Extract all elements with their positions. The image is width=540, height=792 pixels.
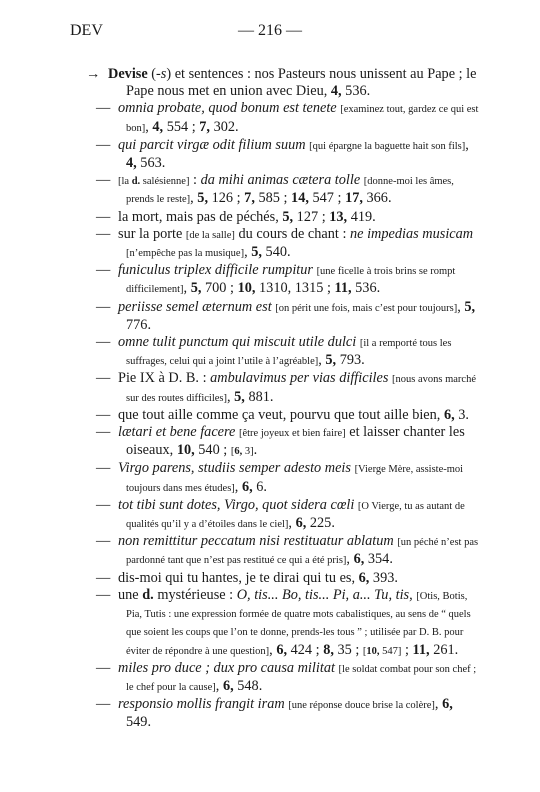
dictionary-entry [72,370,480,406]
entry-text: 6, [358,569,370,586]
entry-text: ) et sentences : nos Pasteurs nous unissent au Pape ; le Pape nous met en union avec Dieu, [126,66,477,100]
entry-text: d. [131,176,141,188]
entry-text: [la [118,176,132,188]
entry-dash: — [96,136,111,153]
entry-dash: — [96,334,111,351]
entry-text: 17, [345,190,363,207]
entry-text: [O Vierge, tu as autant de qualités qu’il y a d’étoiles dans le ciel] [126,500,465,531]
entry-text: 393. [369,569,398,586]
entry-dash: — [96,225,111,242]
entry-text: 6, [241,478,253,495]
entry-text: [Otis, Botis, Pia, Tutis : une expression formée de quatre mots cabalistiques, au sens de “ quels que soient les coups que l’on te donne, prends-les tous ” ; utilisée par D. B. pour éviter de répondre à une question] [126,590,471,657]
entry-text: miles pro duce ; dux pro causa militat [118,659,335,676]
entry-text: 127 ; [293,208,330,225]
entry-text: [Vierge Mère, assiste-moi toujours dans mes études] [126,464,464,494]
dictionary-entry [72,226,480,262]
entry-text: [on périt une fois, mais c’est pour toujours] [275,302,458,314]
entry-text: responsio mollis frangit iram [118,696,285,713]
entry-dash: — [96,262,111,279]
entry-text: la mort, mais pas de péchés, [118,208,283,225]
entry-text: 1310, 1315 ; [255,280,335,297]
entry-text: tot tibi sunt dotes, Virgo, quot sidera cœli [118,496,355,513]
entry-text: 354. [364,551,393,568]
entry-text: 419. [347,208,376,225]
dictionary-entries [72,66,480,732]
dictionary-entry [72,334,480,370]
entry-text: , [244,244,252,261]
entry-text: O, tis... Bo, tis... Pi, a... Tu, tis, [236,586,413,603]
dictionary-entry [72,209,480,226]
entry-dash: — [96,208,111,225]
entry-text: 8, [323,641,334,658]
entry-text: 547 ; [308,190,346,207]
arrow-icon: → [86,66,101,82]
entry-text: 548. [233,677,263,694]
entry-text: 5, [251,244,262,261]
entry-text: 35 ; [333,641,363,658]
dictionary-entry [72,570,480,587]
entry-text: [examinez tout, gardez ce qui est bon] [126,104,479,134]
entry-text: 10, [176,442,195,459]
entry-text: [le soldat combat pour son chef ; le chef pour la cause] [126,663,477,693]
entry-text: , [269,641,277,658]
dictionary-entry [72,424,480,460]
entry-text: 540 ; [194,442,231,459]
entry-text: 126 ; [208,190,245,207]
dictionary-entry [72,696,480,731]
entry-text: du cours de chant : [234,225,351,242]
entry-text: omne tulit punctum qui miscuit utile dulci [118,334,357,351]
entry-text: 547] [379,645,402,657]
entry-headword: Devise [108,66,148,82]
entry-text: sur la porte [118,225,186,242]
entry-text: -s [156,66,167,82]
page-header [0,22,540,46]
entry-text: salésienne] [140,176,190,188]
entry-text: 11, [334,280,352,297]
entry-text: 536. [341,83,371,100]
entry-text: 6, [276,641,288,658]
entry-text: 5, [197,190,209,207]
entry-text: 6. [252,478,267,495]
entry-dash: — [96,586,111,603]
entry-text: 4, [126,155,137,172]
entry-text: non remittitur peccatum nisi restituatur ablatum [118,533,394,550]
entry-text: omnia probate, quod bonum est tenete [118,100,337,117]
entry-dash: — [96,424,111,441]
entry-dash: — [96,100,111,117]
entry-text: 7, [199,118,211,135]
entry-text: [une ficelle à trois brins se rompt difficilement] [126,266,456,296]
entry-text: mystérieuse : [153,586,237,603]
entry-text: 3] [242,446,254,458]
entry-text: 881. [244,388,274,405]
entry-text: , [434,696,443,713]
entry-text: , [318,352,326,369]
entry-dash: — [96,496,111,513]
entry-text: . [253,442,258,459]
entry-text: Pie IX à D. B. : [118,370,211,387]
entry-text: 554 ; [163,118,200,135]
entry-text: 540. [261,244,291,261]
entry-text: 6, [442,696,453,713]
dictionary-entry [72,299,480,334]
dictionary-entry [72,587,480,660]
dictionary-entry [72,100,480,136]
page-number: — 216 — [238,22,302,39]
entry-text: 5, [282,208,294,225]
entry-text: [de la salle] [185,229,235,241]
entry-text: 5, [190,280,202,297]
entry-dash: — [96,370,111,387]
entry-text: dis-moi qui tu hantes, je te dirai qui tu es, [118,569,359,586]
entry-text: 6, [234,446,243,458]
entry-text: 366. [362,190,392,207]
entry-text: 5, [464,298,476,315]
entry-text: qui parcit virgæ odit filium suum [118,136,306,153]
entry-text: periisse semel æternum est [118,298,272,315]
entry-text: lætari et bene facere [118,424,236,441]
dictionary-entry [72,407,480,424]
entry-text: 4, [330,83,342,100]
dictionary-entry [72,460,480,496]
entry-text: 700 ; [201,280,238,297]
entry-text: 261. [429,641,459,658]
entry-dash: — [96,172,111,189]
entry-text: 6, [353,551,365,568]
entry-text: 7, [244,190,255,207]
dictionary-entry [72,660,480,696]
entry-text: , [346,551,354,568]
entry-text: 536. [351,280,381,297]
entry-text: [être joyeux et bien faire] [238,428,346,440]
entry-text: d. [142,586,154,603]
entry-text: 6, [222,677,234,694]
entry-dash: — [96,460,111,477]
entry-text: que tout aille comme ça veut, pourvu que tout aille bien, [118,406,444,423]
dictionary-entry [72,262,480,298]
dictionary-entry [72,533,480,569]
entry-text: 3. [454,406,469,423]
dictionary-entry [72,66,480,100]
entry-text: 5, [234,388,245,405]
entry-text: ( [147,66,157,82]
entry-text: [ [362,645,367,657]
entry-text: 10, [237,280,256,297]
entry-text: 776. [126,316,152,333]
entry-text: 424 ; [287,641,324,658]
entry-text: , [227,388,235,405]
entry-text: 11, [412,641,430,658]
entry-text: 6, [295,515,307,532]
entry-text: [nous avons marché sur des routes difficiles] [126,374,476,404]
entry-text: ; [401,641,413,658]
entry-text: 563. [136,155,166,172]
entry-text: [donne-moi les âmes, prends le reste] [126,176,454,206]
entry-text: 302. [210,118,239,135]
dictionary-entry [72,172,480,208]
dictionary-entry [72,137,480,172]
entry-text: Virgo parens, studiis semper adesto meis [118,460,351,477]
entry-dash: — [96,406,111,423]
entry-text: 4, [152,118,164,135]
entry-text: ambulavimus per vias difficiles [210,370,389,387]
entry-text: [n’empêche pas la musique] [126,248,245,260]
entry-text: 5, [325,352,337,369]
entry-dash: — [96,696,111,713]
running-head: DEV [70,22,103,39]
entry-text: , [215,677,223,694]
entry-text: , [145,118,153,135]
entry-dash: — [96,533,111,550]
entry-text: 549. [126,714,152,731]
entry-text: 585 ; [254,190,292,207]
entry-dash: — [96,569,111,586]
entry-text: [une réponse douce brise la colère] [288,700,435,712]
entry-text: da mihi animas cætera tolle [200,172,361,189]
entry-text: : [189,172,201,189]
entry-text: 225. [306,515,335,532]
entry-text: [ [230,446,235,458]
entry-text: , [288,515,296,532]
entry-text: [un péché n’est pas pardonné tant que n’est pas restitué ce qui a été pris] [126,537,479,567]
entry-text: 10, [366,645,380,657]
entry-text: 14, [291,190,309,207]
entry-text: ne impedias musicam [350,225,474,242]
entry-text: funiculus triplex difficile rumpitur [118,262,313,279]
entry-text: et laisser chanter les oiseaux, [126,424,465,459]
entry-text: 13, [329,208,348,225]
dictionary-entry [72,497,480,533]
entry-text: , [183,280,191,297]
entry-text: [il a remporté tous les suffrages, celui qui a joint l’utile à l’agréable] [126,338,452,368]
entry-text: , [465,136,469,153]
entry-dash: — [96,659,111,676]
entry-text: 6, [443,406,455,423]
entry-text: 793. [336,352,365,369]
entry-text: , [190,190,198,207]
entry-text: [qui épargne la baguette hait son fils] [309,140,466,152]
entry-dash: — [96,298,111,315]
entry-text: , [234,478,242,495]
entry-text: une [118,586,143,603]
entry-text: , [457,298,465,315]
